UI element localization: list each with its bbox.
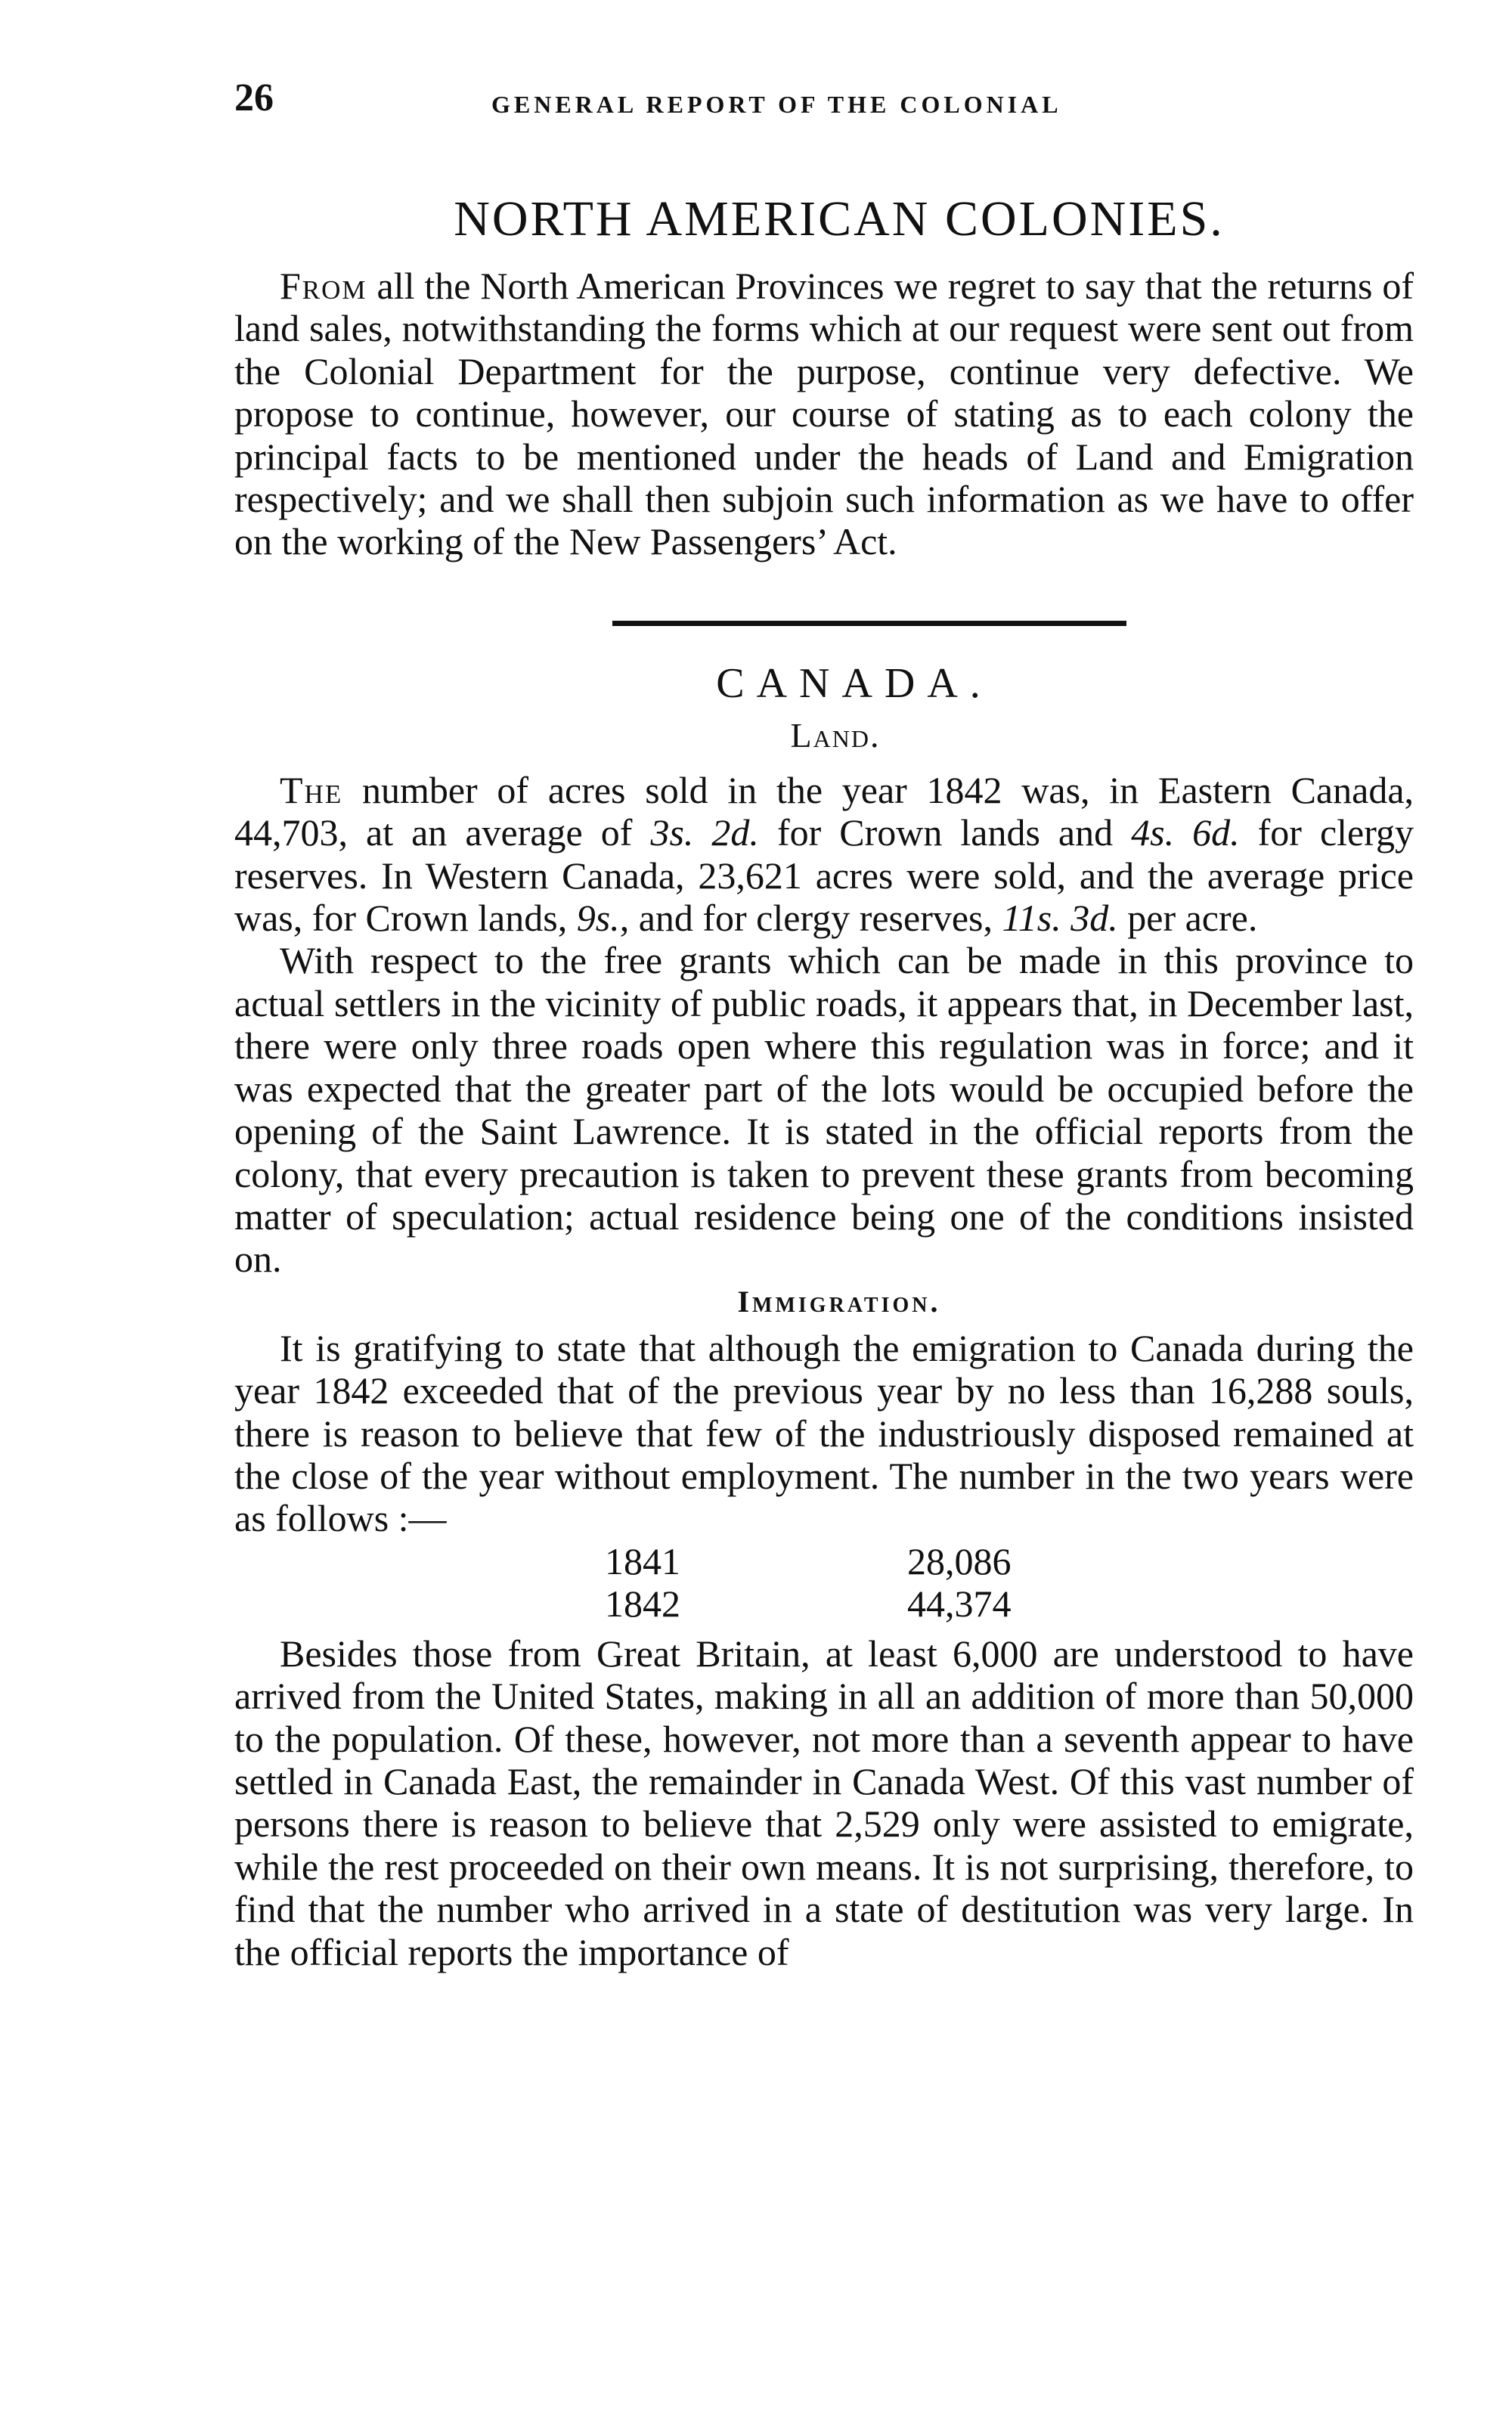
land-price-1: 3s. 2d. (650, 811, 759, 854)
land-lead-word: The (280, 768, 343, 811)
intro-lead-word: From (280, 265, 367, 307)
page-number: 26 (234, 76, 274, 119)
running-title: GENERAL REPORT OF THE COLONIAL (491, 91, 1062, 118)
section-divider (612, 621, 1126, 626)
immigration-table (605, 1540, 1012, 1625)
intro-text: all the North American Provinces we regret to say that the returns of land sales, notwithstanding the forms which at our request were sent out from the Colonial Department for the purpose, continue very defective. We propose to continue, however, our course of stating as to each colony the principal facts to be mentioned under the heads of Land and Emigration respectively; and we shall then subjoin such information as we have to offer on the working of the New Passengers’ Act. (234, 265, 1414, 563)
land-heading: Land. (790, 715, 881, 755)
land-price-4: 11s. 3d. (1002, 897, 1118, 940)
intro-paragraph (234, 265, 1414, 563)
document-page (234, 76, 1414, 1973)
land-price-3: 9s. (576, 897, 620, 940)
canada-title: CANADA. (716, 659, 993, 707)
table-year: 1842 (605, 1582, 680, 1625)
land-text-3: for clergy reserves. In Western Canada, 23,621 acres were sold, and the average price was, for Crown lands, (234, 811, 1414, 940)
land-price-2: 4s. 6d. (1131, 811, 1240, 854)
table-row (605, 1540, 1012, 1582)
immigration-heading: Immigration. (737, 1284, 941, 1319)
table-row (605, 1582, 1012, 1625)
table-count: 28,086 (907, 1539, 1012, 1582)
section-title: NORTH AMERICAN COLONIES. (454, 191, 1225, 246)
land-text-2: for Crown lands and (758, 811, 1132, 854)
table-count: 44,374 (907, 1582, 1012, 1625)
immigration-paragraph-1: It is gratifying to state that although the emigration to Canada during the year 1842 exceeded that of the previous year by no less than 16,288 souls, there is reason to believe that few of the industriously disposed remained at the close of the year without employment. The number in the two years were as follows :— (234, 1326, 1414, 1540)
land-text-5: per acre. (1117, 897, 1258, 940)
running-head (234, 76, 1414, 136)
table-year: 1841 (605, 1539, 680, 1582)
immigration-paragraph-2: Besides those from Great Britain, at least 6,000 are understood to have arrived from the United States, making in all an addition of more than 50,000 to the population. Of these, however, not more than a seventh appear to have settled in Canada East, the remainder in Canada West. Of this vast number of persons there is reason to believe that 2,529 only were assisted to emigrate, while the rest proceeded on their own means. It is not surprising, therefore, to find that the number who arrived in a state of destitution was very large. In the official reports the importance of (234, 1632, 1414, 1973)
land-text-1: number of acres sold in the year 1842 was, in Eastern Canada, 44,703, at an average of (234, 768, 1414, 854)
land-paragraph-2: With respect to the free grants which can be made in this province to actual settlers in the vicinity of public roads, it appears that, in December last, there were only three roads open where this regulation was in force; and it was expected that the greater part of the lots would be occupied before the opening of the Saint Lawrence. It is stated in the official reports from the colony, that every precaution is taken to prevent these grants from becoming matter of speculation; actual residence being one of the conditions insisted on. (234, 939, 1414, 1281)
land-paragraph-1 (234, 769, 1414, 940)
land-text-4: , and for clergy reserves, (619, 897, 1002, 940)
